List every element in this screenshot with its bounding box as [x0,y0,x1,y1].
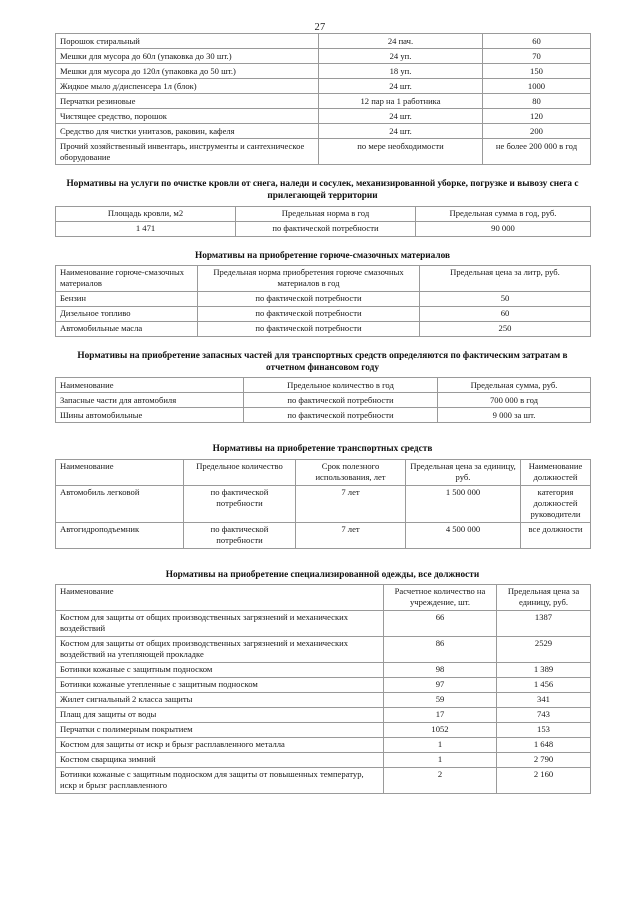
table-cell: по фактической потребности [198,321,420,336]
table-cell: Костюм для защиты от общих производственных загрязнений и механических воздействий на утепляющей прокладке [56,636,384,662]
table-row [56,393,591,408]
table-special-clothing [55,584,591,794]
table-row [56,221,591,236]
table-cell: 1052 [384,722,497,737]
table-cell: Шины автомобильные [56,408,244,423]
table-cell: Наименование должностей [521,459,591,485]
table-cell: Перчатки с полимерным покрытием [56,722,384,737]
table-cell: 24 шт. [319,109,483,124]
table-cell: по фактической потребности [184,522,296,548]
table-row [56,459,591,485]
table-cell: 1 389 [497,662,591,677]
table-cell: Предельная норма в год [236,206,416,221]
table-row [56,737,591,752]
section-spacer [55,337,590,344]
section-spacer [55,549,590,563]
table-cell: Срок полезного использования, лет [296,459,406,485]
table-cell: Площадь кровли, м2 [56,206,236,221]
table-cell: 341 [497,692,591,707]
table-cell: 24 шт. [319,79,483,94]
page-number: 27 [314,22,326,33]
table-cell: 1 500 000 [406,485,521,522]
table-cell: Ботинки кожаные с защитным подноском [56,662,384,677]
table-cell: 120 [483,109,591,124]
table-row [56,378,591,393]
table-cell: Ботинки кожаные утепленные с защитным подноском [56,677,384,692]
table-row [56,584,591,610]
table-row [56,321,591,336]
table-cell: Ботинки кожаные с защитным подноском для защиты от повышенных температур, искр и брызг расплавленного [56,767,384,793]
table-row [56,636,591,662]
table-cell: 4 500 000 [406,522,521,548]
table-cell: Средство для чистки унитазов, раковин, кафеля [56,124,319,139]
table-row [56,610,591,636]
table-household-supplies [55,33,591,165]
table-cell: по фактической потребности [198,306,420,321]
table-cell: 80 [483,94,591,109]
section-household-supplies [55,33,590,165]
sections-container [55,33,590,794]
table-cell: Жидкое мыло д/диспенсера 1л (блок) [56,79,319,94]
table-cell: 24 пач. [319,34,483,49]
section-title-special-clothing: Нормативы на приобретение специализированной одежды, все должности [165,569,480,580]
table-row [56,752,591,767]
table-row [56,692,591,707]
table-roof-snow-removal [55,206,591,237]
table-cell: 59 [384,692,497,707]
table-cell: 1 [384,737,497,752]
table-cell: Чистящее средство, порошок [56,109,319,124]
table-cell: по фактической потребности [236,221,416,236]
table-cell: Расчетное количество на учреждение, шт. [384,584,497,610]
table-cell: 743 [497,707,591,722]
table-row [56,124,591,139]
table-row [56,109,591,124]
section-title-roof-snow-removal: Нормативы на услуги по очистке кровли от снега, наледи и сосулек, механизированной уборке, погрузке и вывозу снега с прилегающей территории [66,179,579,202]
table-cell: 86 [384,636,497,662]
table-row [56,79,591,94]
table-cell: 24 уп. [319,49,483,64]
table-cell: Наименование горюче-смазочных материалов [56,265,198,291]
table-row [56,94,591,109]
table-cell: Костюм для защиты от искр и брызг расплавленного металла [56,737,384,752]
section-spacer [55,423,590,437]
table-cell: Автогидроподъемник [56,522,184,548]
table-cell: Наименование [56,459,184,485]
table-cell: Предельное количество в год [244,378,438,393]
table-cell: 2 790 [497,752,591,767]
table-cell: Дизельное топливо [56,306,198,321]
table-row [56,767,591,793]
table-cell: 2 160 [497,767,591,793]
table-cell: Предельная цена за единицу, руб. [497,584,591,610]
table-row [56,64,591,79]
table-cell: Запасные части для автомобиля [56,393,244,408]
table-cell: Предельная цена за единицу, руб. [406,459,521,485]
table-row [56,34,591,49]
document-content [0,33,640,794]
table-fuel-lubricants [55,265,591,337]
table-cell: Бензин [56,291,198,306]
table-cell: 97 [384,677,497,692]
section-vehicles [55,423,590,548]
table-cell: 2529 [497,636,591,662]
table-cell: Предельная норма приобретения горюче смазочных материалов в год [198,265,420,291]
section-spacer [55,165,590,172]
table-cell: 700 000 в год [438,393,591,408]
table-cell: 60 [483,34,591,49]
table-row [56,265,591,291]
table-cell: Жилет сигнальный 2 класса защиты [56,692,384,707]
table-cell: Автомобиль легковой [56,485,184,522]
table-cell: Мешки для мусора до 60л (упаковка до 30 шт.) [56,49,319,64]
table-cell: Прочий хозяйственный инвентарь, инструменты и сантехническое оборудование [56,139,319,165]
table-row [56,206,591,221]
table-cell: 90 000 [416,221,591,236]
table-cell: Наименование [56,584,384,610]
table-cell: все должности [521,522,591,548]
table-cell: 1 648 [497,737,591,752]
table-row [56,677,591,692]
table-cell: Автомобильные масла [56,321,198,336]
table-row [56,722,591,737]
table-cell: Перчатки резиновые [56,94,319,109]
table-row [56,49,591,64]
table-cell: по фактической потребности [244,408,438,423]
table-cell: 2 [384,767,497,793]
table-cell: 1387 [497,610,591,636]
table-cell: 1000 [483,79,591,94]
section-special-clothing [55,549,590,794]
table-row [56,408,591,423]
section-fuel-lubricants [55,237,590,337]
table-cell: 153 [497,722,591,737]
table-cell: Предельная сумма, руб. [438,378,591,393]
table-cell: по мере необходимости [319,139,483,165]
table-cell: 7 лет [296,522,406,548]
table-cell: 1 [384,752,497,767]
table-cell: Плащ для защиты от воды [56,707,384,722]
table-cell: 12 пар на 1 работника [319,94,483,109]
table-cell: 9 000 за шт. [438,408,591,423]
table-row [56,662,591,677]
table-cell: 1 456 [497,677,591,692]
table-row [56,291,591,306]
table-row [56,707,591,722]
table-cell: 24 шт. [319,124,483,139]
table-row [56,485,591,522]
table-cell: 66 [384,610,497,636]
table-cell: по фактической потребности [198,291,420,306]
table-cell: 7 лет [296,485,406,522]
section-title-vehicles: Нормативы на приобретение транспортных средств [212,444,433,455]
table-cell: 150 [483,64,591,79]
table-cell: не более 200 000 в год [483,139,591,165]
section-title-fuel-lubricants: Нормативы на приобретение горюче-смазочных материалов [194,250,451,261]
table-cell: 18 уп. [319,64,483,79]
table-cell: по фактической потребности [244,393,438,408]
table-cell: Костюм сварщика зимний [56,752,384,767]
table-spare-parts [55,377,591,423]
section-roof-snow-removal [55,165,590,237]
table-row [56,306,591,321]
section-spacer [55,237,590,244]
table-cell: 60 [420,306,591,321]
table-cell: Наименование [56,378,244,393]
table-cell: 17 [384,707,497,722]
table-cell: категория должностей руководители [521,485,591,522]
table-cell: 200 [483,124,591,139]
section-spare-parts [55,337,590,424]
table-cell: Костюм для защиты от общих производственных загрязнений и механических воздействий [56,610,384,636]
table-cell: Порошок стиральный [56,34,319,49]
section-title-spare-parts: Нормативы на приобретение запасных частей для транспортных средств определяются по фактическим затратам в отчетном финансовом году [77,350,568,374]
table-row [56,139,591,165]
table-cell: 250 [420,321,591,336]
table-cell: Предельная сумма в год, руб. [416,206,591,221]
table-row [56,522,591,548]
table-cell: 50 [420,291,591,306]
table-cell: Мешки для мусора до 120л (упаковка до 50 шт.) [56,64,319,79]
table-cell: 1 471 [56,221,236,236]
table-cell: по фактической потребности [184,485,296,522]
table-vehicles [55,459,591,549]
table-cell: 70 [483,49,591,64]
table-cell: 98 [384,662,497,677]
table-cell: Предельная цена за литр, руб. [420,265,591,291]
table-cell: Предельное количество [184,459,296,485]
